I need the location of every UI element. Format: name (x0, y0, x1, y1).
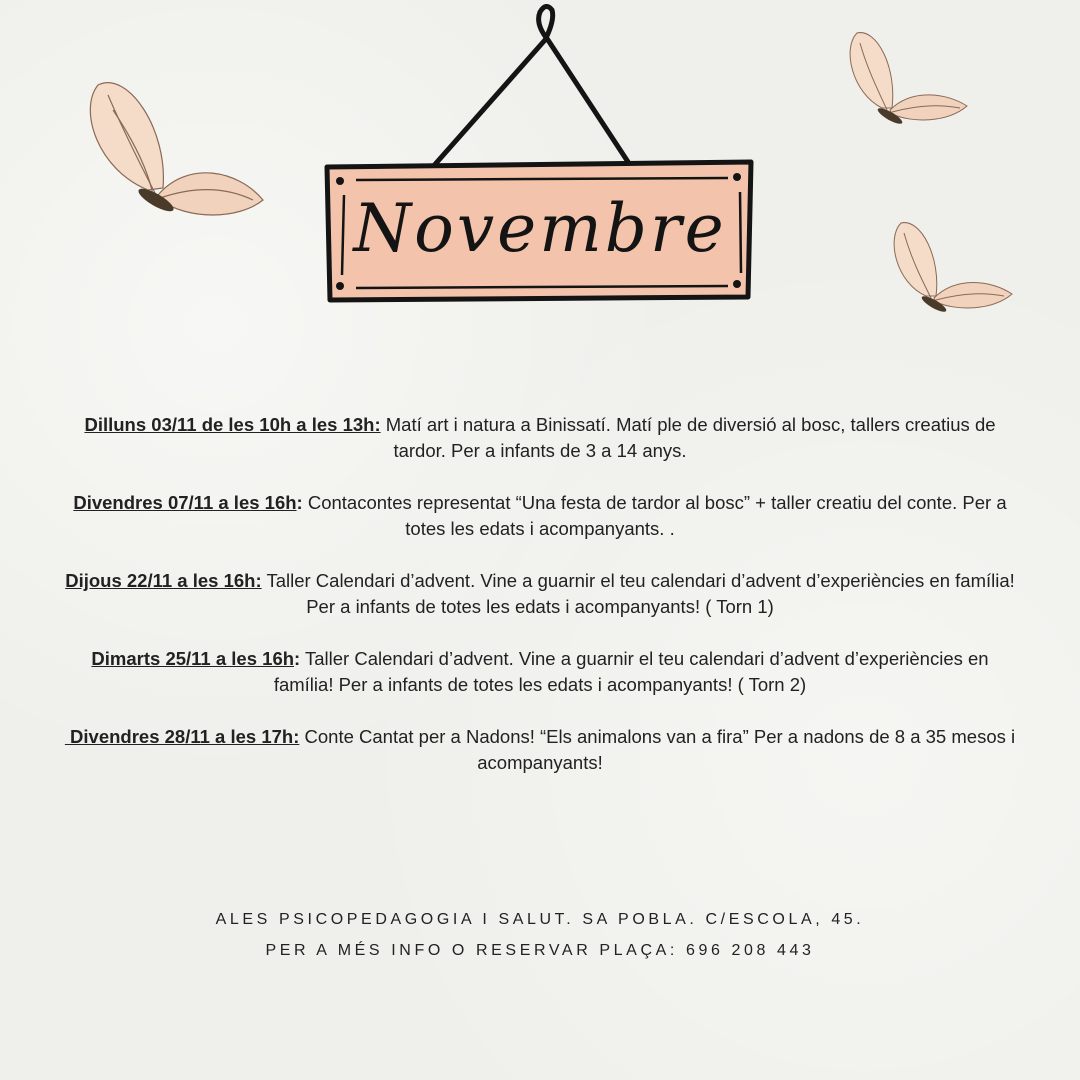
event-item (60, 646, 1020, 698)
event-date: Dilluns 03/11 de les 10h a les 13h: (84, 414, 381, 435)
event-date-colon: : (296, 492, 303, 513)
events-list (60, 412, 1020, 802)
footer-contact: PER A MÉS INFO O RESERVAR PLAÇA: 696 208 443 (265, 942, 815, 959)
event-description: Taller Calendari d’advent. Vine a guarnir el teu calendari d’advent d’experiències en família! Per a infants de totes les edats i acompanyants! ( Torn 1) (261, 570, 1015, 617)
butterfly-icon (842, 28, 972, 138)
event-date-colon: : (294, 648, 301, 669)
event-date: Divendres 07/11 a les 16h (73, 492, 297, 513)
butterfly-icon (886, 218, 1016, 326)
event-item (60, 724, 1020, 776)
event-description: Conte Cantat per a Nadons! “Els animalons van a fira” Per a nadons de 8 a 35 mesos i acompanyants! (299, 726, 1016, 773)
footer (0, 904, 1080, 966)
page-title: Novembre (353, 189, 727, 267)
event-date: Dijous 22/11 a les 16h: (65, 570, 262, 591)
event-item (60, 490, 1020, 542)
event-description: Taller Calendari d’advent. Vine a guarnir el teu calendari d’advent d’experiències en família! Per a infants de totes les edats i acompanyants! ( Torn 2) (273, 648, 989, 695)
event-date: Dimarts 25/11 a les 16h (91, 648, 295, 669)
event-date: Divendres 28/11 a les 17h: (64, 726, 300, 747)
event-description: Matí art i natura a Binissatí. Matí ple de diversió al bosc, tallers creatius de tardor. Per a infants de 3 a 14 anys. (380, 414, 996, 461)
event-item (60, 412, 1020, 464)
event-item (60, 568, 1020, 620)
footer-address: ALES PSICOPEDAGOGIA I SALUT. SA POBLA. C/ESCOLA, 45. (215, 911, 865, 928)
butterfly-icon (78, 70, 268, 235)
event-description: Contacontes representat “Una festa de tardor al bosc” + taller creatiu del conte. Per a totes les edats i acompanyants. . (302, 492, 1007, 539)
